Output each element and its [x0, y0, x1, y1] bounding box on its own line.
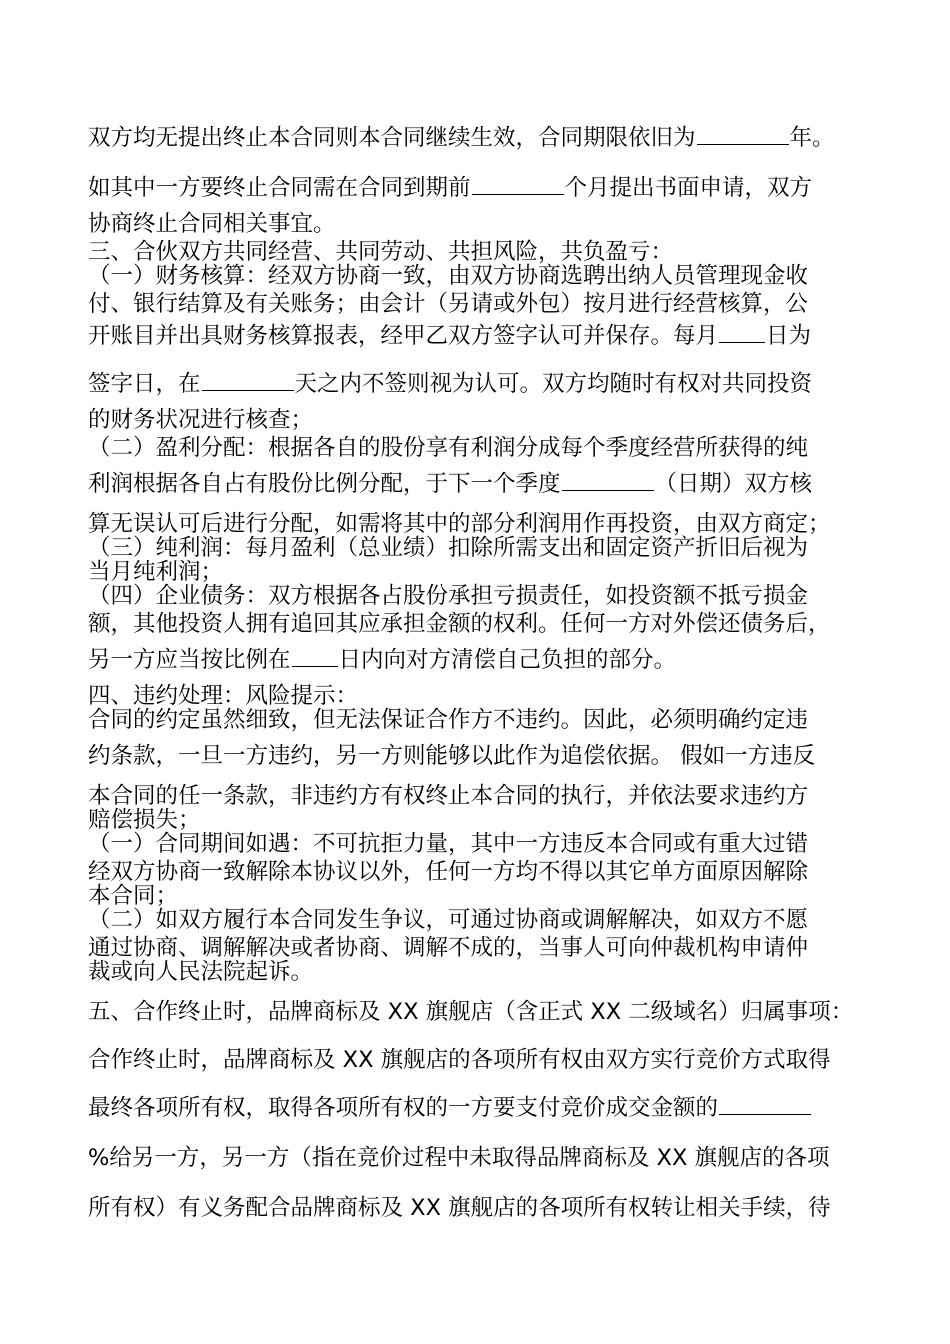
text-line: 如其中一方要终止合同需在合同到期前 个月提出书面申请，双方 [88, 175, 813, 201]
text-line: 付、银行结算及有关账务；由会计（另请或外包）按月进行经营核算，公 [88, 291, 809, 317]
text-line: （三）纯利润：每月盈利（总业绩）扣除所需支出和固定资产折旧后视为 [88, 535, 809, 561]
fill-in-blank [202, 370, 294, 391]
text-line: 经双方协商一致解除本协议以外，任何一方均不得以其它单方面原因解除 [88, 859, 809, 885]
text-line: （一）财务核算：经双方协商一致，由双方协商选聘出纳人员管理现金收 [88, 263, 809, 289]
text-line: 所有权）有义务配合品牌商标及 XX 旗舰店的各项所有权转让相关手续，待 [88, 1195, 831, 1221]
text-line: 本合同； [88, 883, 179, 909]
text-line: 利润根据各自占有股份比例分配，于下一个季度 （日期）双方核 [88, 471, 813, 497]
text-line: 约条款，一旦一方违约，另一方则能够以此作为追偿依据。 假如一方违反 [88, 743, 816, 769]
text-line: 最终各项所有权，取得各项所有权的一方要支付竞价成交金额的 [88, 1094, 812, 1122]
fill-in-blank [719, 322, 765, 343]
text-line: 裁或向人民法院起诉。 [88, 959, 314, 985]
text-line: （一）合同期间如遇：不可抗拒力量，其中一方违反本合同或有重大过错 [88, 831, 809, 857]
fill-in-blank [472, 174, 564, 195]
fill-in-blank [292, 646, 338, 667]
text-line: 额，其他投资人拥有追回其应承担金额的权利。任何一方对外偿还债务后， [88, 611, 831, 637]
text-line: 另一方应当按比例在 日内向对方清偿自己负担的部分。 [88, 647, 677, 673]
fill-in-blank [562, 470, 654, 491]
text-line: 双方均无提出终止本合同则本合同继续生效，合同期限依旧为 年。 [88, 125, 835, 151]
text-line: （二）盈利分配：根据各自的股份享有利润分成每个季度经营所获得的纯 [88, 435, 809, 461]
text-line: （二）如双方履行本合同发生争议，可通过协商或调解解决，如双方不愿 [88, 907, 809, 933]
fill-in-blank [719, 1094, 811, 1115]
text-line: 合同的约定虽然细致，但无法保证合作方不违约。因此，必须明确约定违 [88, 707, 809, 733]
text-line: 签字日，在 天之内不签则视为认可。双方均随时有权对共同投资 [88, 371, 813, 397]
text-line: 开账目并出具财务核算报表，经甲乙双方签字认可并保存。每月 日为 [88, 323, 812, 349]
text-line: 的财务状况进行核查； [88, 407, 314, 433]
text-line: 算无误认可后进行分配，如需将其中的部分利润用作再投资，由双方商定； [88, 511, 831, 537]
text-line: 合作终止时，品牌商标及 XX 旗舰店的各项所有权由双方实行竞价方式取得 [88, 1047, 831, 1073]
text-line: 协商终止合同相关事宜。 [88, 211, 336, 237]
text-line: （四）企业债务：双方根据各占股份承担亏损责任，如投资额不抵亏损金 [88, 583, 809, 609]
text-line: 通过协商、调解解决或者协商、调解不成的，当事人可向仲裁机构申请仲 [88, 935, 809, 961]
text-line: 四、违约处理：风险提示： [88, 683, 359, 709]
text-line: 当月纯利润； [88, 559, 224, 585]
text-line: 五、合作终止时，品牌商标及 XX 旗舰店（含正式 XX 二级域名）归属事项： [88, 999, 854, 1025]
text-line: %给另一方，另一方（指在竞价过程中未取得品牌商标及 XX 旗舰店的各项 [88, 1145, 830, 1171]
fill-in-blank [697, 124, 789, 145]
text-line: 赔偿损失； [88, 807, 201, 833]
text-line: 本合同的任一条款，非违约方有权终止本合同的执行，并依法要求违约方 [88, 783, 809, 809]
text-line: 三、合伙双方共同经营、共同劳动、共担风险，共负盈亏： [88, 239, 674, 265]
